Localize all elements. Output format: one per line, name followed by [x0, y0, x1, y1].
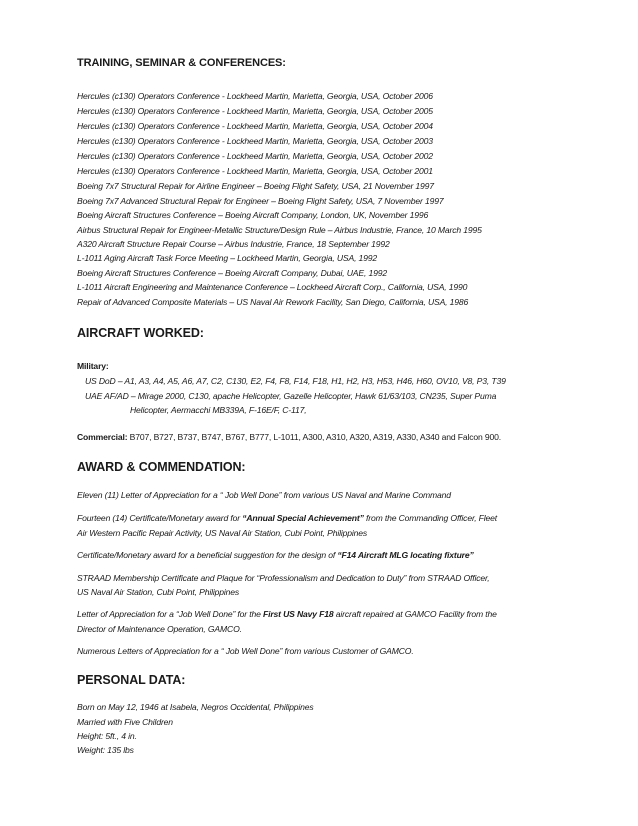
commercial-label: Commercial:: [77, 432, 128, 442]
training-item: Hercules (c130) Operators Conference - Lockheed Martin, Marietta, Georgia, USA, October 2004: [77, 121, 433, 131]
training-item: Boeing 7x7 Advanced Structural Repair for Engineer – Boeing Flight Safety, USA, 7 November 1997: [77, 196, 444, 206]
training-item: Hercules (c130) Operators Conference - Lockheed Martin, Marietta, Georgia, USA, October 2005: [77, 106, 433, 116]
award-item-continued: Air Western Pacific Repair Activity, US Naval Air Station, Cubi Point, Philippines: [77, 528, 368, 538]
award-item-continued: Director of Maintenance Operation, GAMCO.: [77, 624, 242, 634]
training-item: Boeing 7x7 Structural Repair for Airline Engineer – Boeing Flight Safety, USA, 21 November 1997: [77, 181, 434, 191]
training-item: Hercules (c130) Operators Conference - Lockheed Martin, Marietta, Georgia, USA, October 2003: [77, 136, 433, 146]
training-item: Repair of Advanced Composite Materials – US Naval Air Rework Facility, San Diego, California, USA, 1986: [77, 297, 469, 307]
award-text: Certificate/Monetary award for a beneficial suggestion for the design of: [77, 550, 338, 560]
personal-item: Height: 5ft., 4 in.: [77, 731, 137, 741]
aircraft-us-dod: US DoD – A1, A3, A4, A5, A6, A7, C2, C130, E2, F4, F8, F14, F18, H1, H2, H3, H53, H46, H60, OV10, V8, P3, T39: [85, 376, 506, 386]
military-label: Military:: [77, 361, 109, 371]
training-item: L-1011 Aircraft Engineering and Maintenance Conference – Lockheed Aircraft Corp., California, USA, 1990: [77, 282, 468, 292]
training-item: Boeing Aircraft Structures Conference – Boeing Aircraft Company, London, UK, November 1996: [77, 210, 429, 220]
award-item: STRAAD Membership Certificate and Plaque for “Professionalism and Dedication to Duty” from STRAAD Officer,: [77, 573, 490, 583]
section-heading-awards: AWARD & COMMENDATION:: [77, 460, 246, 474]
award-highlight: “F14 Aircraft MLG locating fixture”: [337, 550, 474, 560]
training-item: Hercules (c130) Operators Conference - Lockheed Martin, Marietta, Georgia, USA, October 2002: [77, 151, 433, 161]
award-highlight: “Annual Special Achievement”: [242, 513, 364, 523]
award-item: [77, 513, 497, 523]
section-heading-personal: PERSONAL DATA:: [77, 673, 186, 687]
training-item: L-1011 Aging Aircraft Task Force Meeting – Lockheed Martin, Georgia, USA, 1992: [77, 253, 378, 263]
award-text: aircraft repaired at GAMCO Facility from the: [333, 609, 497, 619]
award-item: [77, 550, 474, 560]
award-text: Fourteen (14) Certificate/Monetary award for: [77, 513, 243, 523]
aircraft-uae-line1: UAE AF/AD – Mirage 2000, C130, apache Helicopter, Gazelle Helicopter, Hawk 61/63/103, CN235, Super Puma: [85, 391, 497, 401]
training-item: Hercules (c130) Operators Conference - Lockheed Martin, Marietta, Georgia, USA, October 2001: [77, 166, 433, 176]
aircraft-uae-line2: Helicopter, Aermacchi MB339A, F-16E/F, C-117,: [130, 405, 307, 415]
section-heading-training: TRAINING, SEMINAR & CONFERENCES:: [77, 57, 286, 69]
award-highlight: First US Navy F18: [262, 609, 334, 619]
personal-item: Married with Five Children: [77, 717, 173, 727]
training-item: Airbus Structural Repair for Engineer-Metallic Structure/Design Rule – Airbus Industrie, France, 10 March 1995: [77, 225, 482, 235]
section-heading-aircraft: AIRCRAFT WORKED:: [77, 326, 204, 340]
award-item-continued: US Naval Air Station, Cubi Point, Philippines: [77, 587, 240, 597]
personal-item: Weight: 135 lbs: [77, 745, 134, 755]
commercial-row: [77, 432, 501, 442]
personal-item: Born on May 12, 1946 at Isabela, Negros Occidental, Philippines: [77, 702, 314, 712]
training-item: Hercules (c130) Operators Conference - Lockheed Martin, Marietta, Georgia, USA, October 2006: [77, 91, 433, 101]
training-item: A320 Aircraft Structure Repair Course – Airbus Industrie, France, 18 September 1992: [77, 239, 390, 249]
award-text: Letter of Appreciation for a “Job Well Done” for the: [77, 609, 263, 619]
award-item: Numerous Letters of Appreciation for a “ Job Well Done” from various Customer of GAMCO.: [77, 646, 414, 656]
commercial-list: B707, B727, B737, B747, B767, B777, L-1011, A300, A310, A320, A319, A330, A340 and Falcon 900.: [127, 432, 502, 442]
training-item: Boeing Aircraft Structures Conference – Boeing Aircraft Company, Dubai, UAE, 1992: [77, 268, 387, 278]
award-text: from the Commanding Officer, Fleet: [363, 513, 498, 523]
award-item: Eleven (11) Letter of Appreciation for a “ Job Well Done” from various US Naval and Marine Command: [77, 490, 451, 500]
award-item: [77, 609, 497, 619]
